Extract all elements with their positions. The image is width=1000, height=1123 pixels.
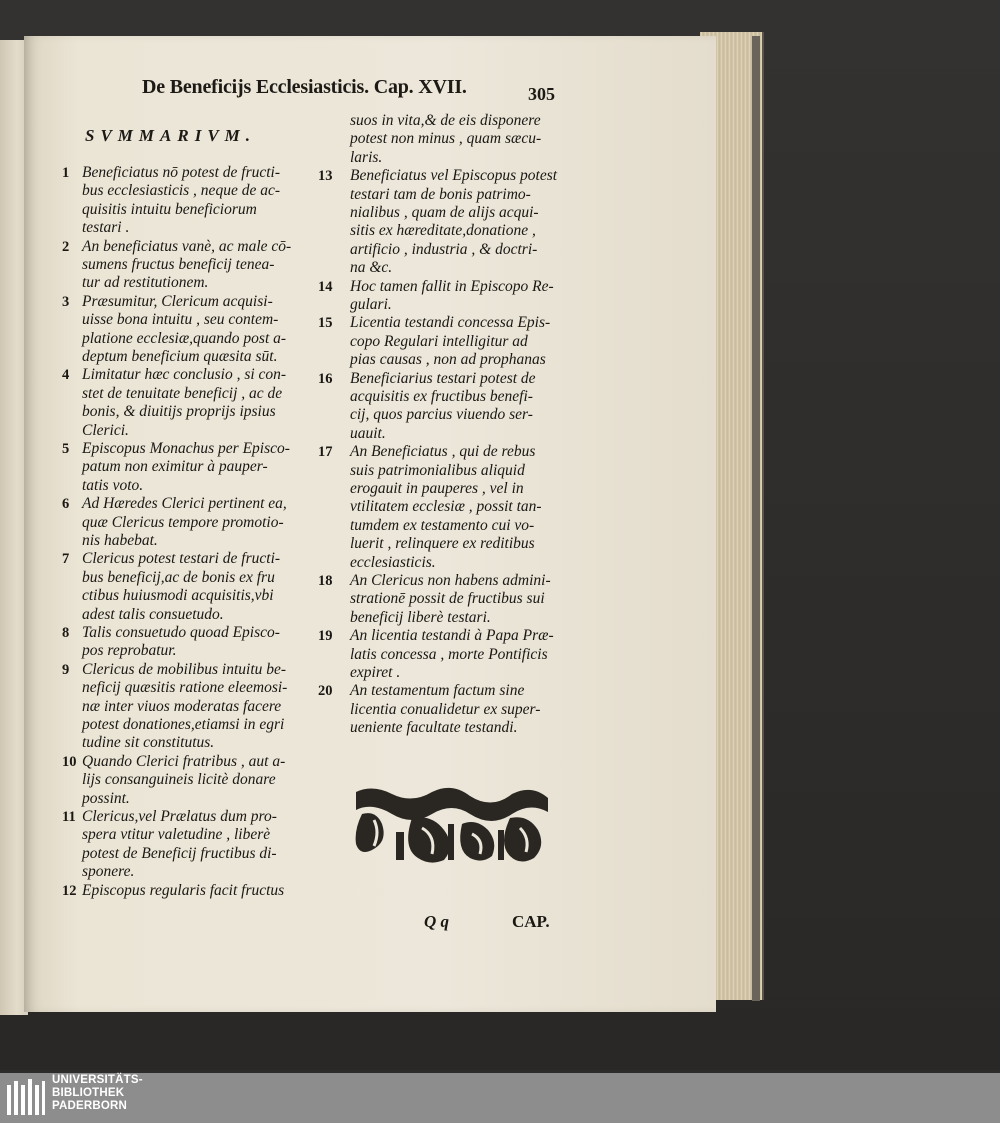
entry-line: potest donationes,etiamsi in egri — [82, 715, 285, 733]
entry-line: Hoc tamen fallit in Episcopo Re- — [350, 277, 554, 295]
library-footer-bar — [0, 1073, 1000, 1123]
summary-title: SVMMARIVM. — [85, 126, 257, 145]
entry-line: Clerici. — [82, 421, 129, 439]
entry-number: 9 — [62, 661, 70, 678]
entry-line: na &c. — [350, 259, 393, 277]
entry-number: 16 — [318, 370, 333, 387]
entry-number: 3 — [62, 293, 70, 310]
entry-number: 5 — [62, 441, 70, 457]
entry-line: næ inter viuos moderatas facere — [82, 697, 282, 715]
entry-line: testari tam de bonis patrimo- — [350, 185, 531, 203]
entry-line: potest de Beneficij fructibus di- — [82, 844, 277, 862]
logo-line: BIBLIOTHEK — [52, 1087, 125, 1099]
entry-line: expiret . — [350, 663, 401, 681]
entry-line: tatis voto. — [82, 476, 144, 494]
entry-line: patum non eximitur à pauper- — [82, 458, 268, 476]
entry-line: Beneficiatus vel Episcopus potest — [350, 167, 558, 185]
entry-line: ctibus huiusmodi acquisitis,vbi — [82, 587, 274, 605]
entry-number: 2 — [62, 238, 70, 255]
entry-line: An testamentum factum sine — [350, 682, 525, 700]
entry-number: 6 — [62, 496, 70, 513]
entry-number: 19 — [318, 628, 333, 645]
entry-line: erogauit in pauperes , vel in — [350, 479, 524, 497]
entry-line: nis habebat. — [82, 531, 158, 549]
entry-line: sitis ex hæreditate,donatione , — [350, 222, 536, 240]
entry-line: uisse bona intuitu , seu contem- — [82, 311, 279, 329]
page-number: 305 — [528, 84, 555, 104]
entry-line: spera vtitur valetudine , liberè — [82, 826, 271, 844]
entry-line: bus beneficij,ac de bonis ex fru — [82, 568, 275, 586]
entry-line: stet de tenuitate beneficij , ac de — [82, 384, 283, 402]
entry-line: acquisitis ex fructibus benefi- — [350, 387, 533, 405]
entry-line: neficij quæsitis ratione eleemosi- — [82, 679, 288, 697]
entry-line: cij, quos parcius viuendo ser- — [350, 406, 533, 424]
entry-number: 18 — [318, 573, 333, 589]
entry-number: 14 — [318, 278, 333, 295]
entry-number: 1 — [62, 165, 70, 181]
entry-line: sponere. — [82, 863, 135, 881]
catchword: CAP. — [512, 912, 550, 931]
entry-line: tumdem ex testamento cui vo- — [350, 516, 535, 534]
entry-line: testari . — [82, 219, 130, 237]
entry-line: pos reprobatur. — [82, 642, 177, 660]
entry-line: An licentia testandi à Papa Præ- — [350, 627, 554, 645]
entry-line: Præsumitur, Clericum acquisi- — [82, 292, 273, 310]
entry-line: pias causas , non ad prophanas — [350, 351, 546, 369]
entry-line: Episcopus Monachus per Episco- — [82, 440, 290, 457]
signature-mark: Q q — [424, 912, 450, 931]
entry-number: 13 — [318, 168, 333, 185]
entry-line: An beneficiatus vanè, ac male cō- — [82, 237, 292, 255]
entry-line: quæ Clericus tempore promotio- — [82, 513, 284, 531]
entry-line: Episcopus regularis facit fructus — [82, 881, 285, 899]
entry-number: 11 — [62, 809, 76, 825]
entry-line: deptum beneficium quæsita sūt. — [82, 347, 278, 365]
entry-line: vtilitatem ecclesiæ , possit tan- — [350, 498, 542, 516]
entry-line: adest talis consuetudo. — [82, 605, 224, 623]
logo-line: UNIVERSITÄTS- — [52, 1074, 143, 1086]
entry-line: gulari. — [350, 295, 392, 313]
entry-line: quisitis intuitu beneficiorum — [82, 200, 257, 218]
entry-line: luerit , relinquere ex reditibus — [350, 535, 535, 553]
entry-line: suos in vita,& de eis disponere — [350, 112, 541, 129]
entry-number: 4 — [62, 367, 70, 384]
entry-line: Limitatur hæc conclusio , si con- — [82, 366, 287, 384]
entry-line: Licentia testandi concessa Epis- — [350, 314, 551, 332]
entry-line: potest non minus , quam sæcu- — [350, 130, 542, 148]
entry-line: lijs consanguineis licitè donare — [82, 771, 276, 789]
entry-line: Clericus,vel Prælatus dum pro- — [82, 808, 277, 825]
entry-line: beneficij liberè testari. — [350, 608, 491, 626]
book-cover-edge — [752, 36, 760, 1001]
entry-line: Talis consuetudo quoad Episco- — [82, 624, 280, 641]
entry-line: Quando Clerici fratribus , aut a- — [82, 752, 286, 770]
entry-number: 12 — [62, 882, 77, 899]
entry-line: possint. — [82, 789, 130, 807]
entry-line: strationē possit de fructibus sui — [350, 590, 545, 608]
entry-line: copo Regulari intelligitur ad — [350, 332, 528, 350]
entry-line: uauit. — [350, 424, 386, 442]
entry-number: 20 — [318, 683, 333, 700]
entry-line: ueniente facultate testandi. — [350, 719, 518, 737]
entry-line: latis concessa , morte Pontificis — [350, 645, 548, 663]
entry-line: tur ad restitutionem. — [82, 274, 209, 292]
entry-line: tudine sit constitutus. — [82, 734, 215, 752]
entry-line: ecclesiasticis. — [350, 553, 436, 571]
entry-number: 17 — [318, 444, 333, 461]
entry-line: An Beneficiatus , qui de rebus — [350, 443, 536, 461]
entry-number: 7 — [62, 551, 70, 568]
entry-number: 10 — [62, 753, 77, 770]
entry-number: 15 — [318, 315, 333, 332]
entry-line: Beneficiarius testari potest de — [350, 369, 536, 387]
printers-ornament — [352, 784, 550, 866]
entry-line: suis patrimonialibus aliquid — [350, 461, 525, 479]
running-head: De Beneficijs Ecclesiasticis. Cap. XVII. — [142, 76, 467, 98]
entry-line: An Clericus non habens admini- — [350, 572, 551, 589]
library-logo-text — [52, 1074, 143, 1113]
logo-line: PADERBORN — [52, 1100, 128, 1112]
entry-line: nialibus , quam de alijs acqui- — [350, 203, 539, 221]
entry-line: Beneficiatus nō potest de fructi- — [82, 164, 281, 181]
entry-line: Ad Hæredes Clerici pertinent ea, — [82, 495, 287, 513]
entry-number: 8 — [62, 625, 70, 641]
library-logo-icon — [6, 1077, 46, 1117]
entry-line: laris. — [350, 148, 383, 166]
entry-line: artificio , industria , & doctri- — [350, 240, 538, 258]
entry-line: Clericus de mobilibus intuitu be- — [82, 660, 287, 678]
entry-line: bus ecclesiasticis , neque de ac- — [82, 182, 280, 200]
entry-line: bonis, & diuitijs proprijs ipsius — [82, 403, 276, 421]
entry-line: sumens fructus beneficij tenea- — [82, 255, 275, 273]
entry-line: licentia conualidetur ex super- — [350, 700, 541, 718]
entry-line: platione ecclesiæ,quando post a- — [82, 329, 287, 347]
entry-line: Clericus potest testari de fructi- — [82, 550, 281, 568]
